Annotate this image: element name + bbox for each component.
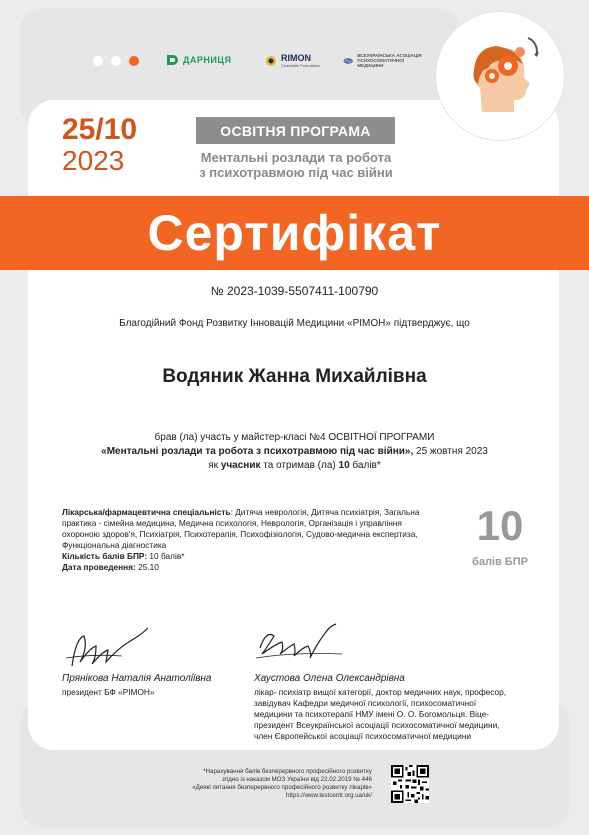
participation-role: учасник bbox=[220, 460, 261, 471]
head-illustration bbox=[436, 12, 564, 140]
participation-line2 bbox=[0, 445, 589, 459]
participation-line3 bbox=[0, 459, 589, 473]
certificate-banner: Сертифікат bbox=[0, 196, 589, 270]
date-row bbox=[62, 562, 438, 573]
participation-text bbox=[0, 431, 589, 473]
signatory-right-name: Хаустова Олена Олександрівна bbox=[254, 673, 405, 684]
participation-line3-c: балів* bbox=[349, 460, 381, 471]
program-title-line1: Ментальні розлади та робота bbox=[200, 150, 392, 165]
specialty-value: : Дитяча неврологія, Дитяча психіатрія, Загальна практика - сімейна медицина, Медична психологія, Неврологія, Організація і управління охороною здоров'я, Психіатрія, Психотерапія, Психофізіологія, Судово-медична експертиза, Функціональна діагностика bbox=[62, 507, 420, 550]
footnote-line2: згідно із наказом МОЗ України від 22.02.2019 № 446 bbox=[221, 776, 372, 783]
confirmation-text: Благодійний Фонд Розвитку Інновацій Медицини «РІМОН» підтверджує, що bbox=[119, 318, 470, 329]
date-label: Дата проведення: bbox=[62, 562, 136, 572]
points-label: Кількість балів БПР: bbox=[62, 551, 148, 561]
signatory-left-role: президент БФ «РІМОН» bbox=[62, 687, 155, 697]
signature-right-image bbox=[254, 618, 344, 668]
association-logo bbox=[343, 53, 423, 68]
signatory-right-role bbox=[254, 687, 554, 742]
specialty-label: Лікарська/фармацевтична спеціальність bbox=[62, 507, 231, 517]
signatory-right-role-1: лікар- психіатр вищої категорії, доктор медичних наук, професор, bbox=[254, 687, 507, 697]
brain-icon bbox=[343, 54, 353, 68]
signatory-right-role-4: президент Всеукраїнської асоціації психосоматичної медицини, bbox=[254, 720, 500, 730]
points-number: 10 bbox=[476, 502, 524, 549]
date-value: 25.10 bbox=[135, 562, 159, 572]
footnote-line1: *Нарахування балів безперервного професійного розвитку bbox=[203, 768, 372, 775]
signature-left-image bbox=[62, 618, 152, 673]
signatory-right-role-2: завідувач Кафедри медичної психології, психосоматичної bbox=[254, 698, 477, 708]
course-details bbox=[62, 507, 438, 573]
participation-points: 10 bbox=[338, 460, 350, 471]
rimon-logo-subtext: Charitable Foundation bbox=[281, 63, 321, 68]
program-title bbox=[180, 150, 412, 180]
participation-course: «Ментальні розлади та робота з психотравмою під час війни», bbox=[101, 446, 414, 457]
dot-3 bbox=[129, 56, 139, 66]
qr-code-icon bbox=[391, 765, 429, 803]
darnytsia-logo bbox=[165, 53, 231, 67]
points-value: 10 балів* bbox=[147, 551, 185, 561]
participation-line3-a: як bbox=[208, 460, 221, 471]
points-row bbox=[62, 551, 438, 562]
signatory-right-role-3: медицини та психотерапії НМУ імені О. О. Богомольця. Віце- bbox=[254, 709, 489, 719]
specialty-row bbox=[62, 507, 438, 551]
event-date-year: 2023 bbox=[62, 145, 125, 176]
association-logo-text: ВСЕУКРАЇНСЬКА АСОЦІАЦІЯ ПСИХОСОМАТИЧНОЇ МЕДИЦИНИ bbox=[357, 53, 422, 68]
signatory-right-role-5: член Європейської асоціації психосоматичної медицини bbox=[254, 731, 472, 741]
participation-date: 25 жовтня 2023 bbox=[413, 446, 488, 457]
footnote-link[interactable]: https://www.testcentr.org.ua/uk/ bbox=[286, 792, 372, 799]
rimon-logo-text: RIMON bbox=[281, 53, 311, 63]
program-title-line2: з психотравмою під час війни bbox=[199, 165, 393, 180]
certificate-number: № 2023-1039-5507411-100790 bbox=[210, 284, 379, 298]
footnote-line3: «Деякі питання безперервного професійного розвитку лікарів» bbox=[192, 784, 372, 791]
darnytsia-icon bbox=[165, 53, 179, 67]
dot-1 bbox=[93, 56, 103, 66]
event-date-day-month: 25/10 bbox=[62, 113, 138, 146]
signatory-left-name: Прянікова Наталія Анатоліївна bbox=[62, 673, 212, 684]
header-dots bbox=[93, 56, 139, 66]
dot-2 bbox=[111, 56, 121, 66]
points-caption: балів БПР bbox=[472, 556, 528, 568]
footnote bbox=[150, 768, 372, 800]
recipient-name: Водяник Жанна Михайлівна bbox=[162, 366, 427, 387]
rimon-logo bbox=[265, 53, 320, 68]
participation-line3-b: та отримав (ла) bbox=[260, 460, 339, 471]
darnytsia-logo-text: ДАРНИЦЯ bbox=[183, 55, 232, 65]
head-gears-icon bbox=[436, 12, 564, 140]
program-badge: ОСВІТНЯ ПРОГРАМА bbox=[196, 117, 395, 144]
participation-line1: брав (ла) участь у майстер-класі №4 ОСВІТНОЇ ПРОГРАМИ bbox=[154, 432, 435, 443]
rimon-icon bbox=[265, 55, 277, 67]
